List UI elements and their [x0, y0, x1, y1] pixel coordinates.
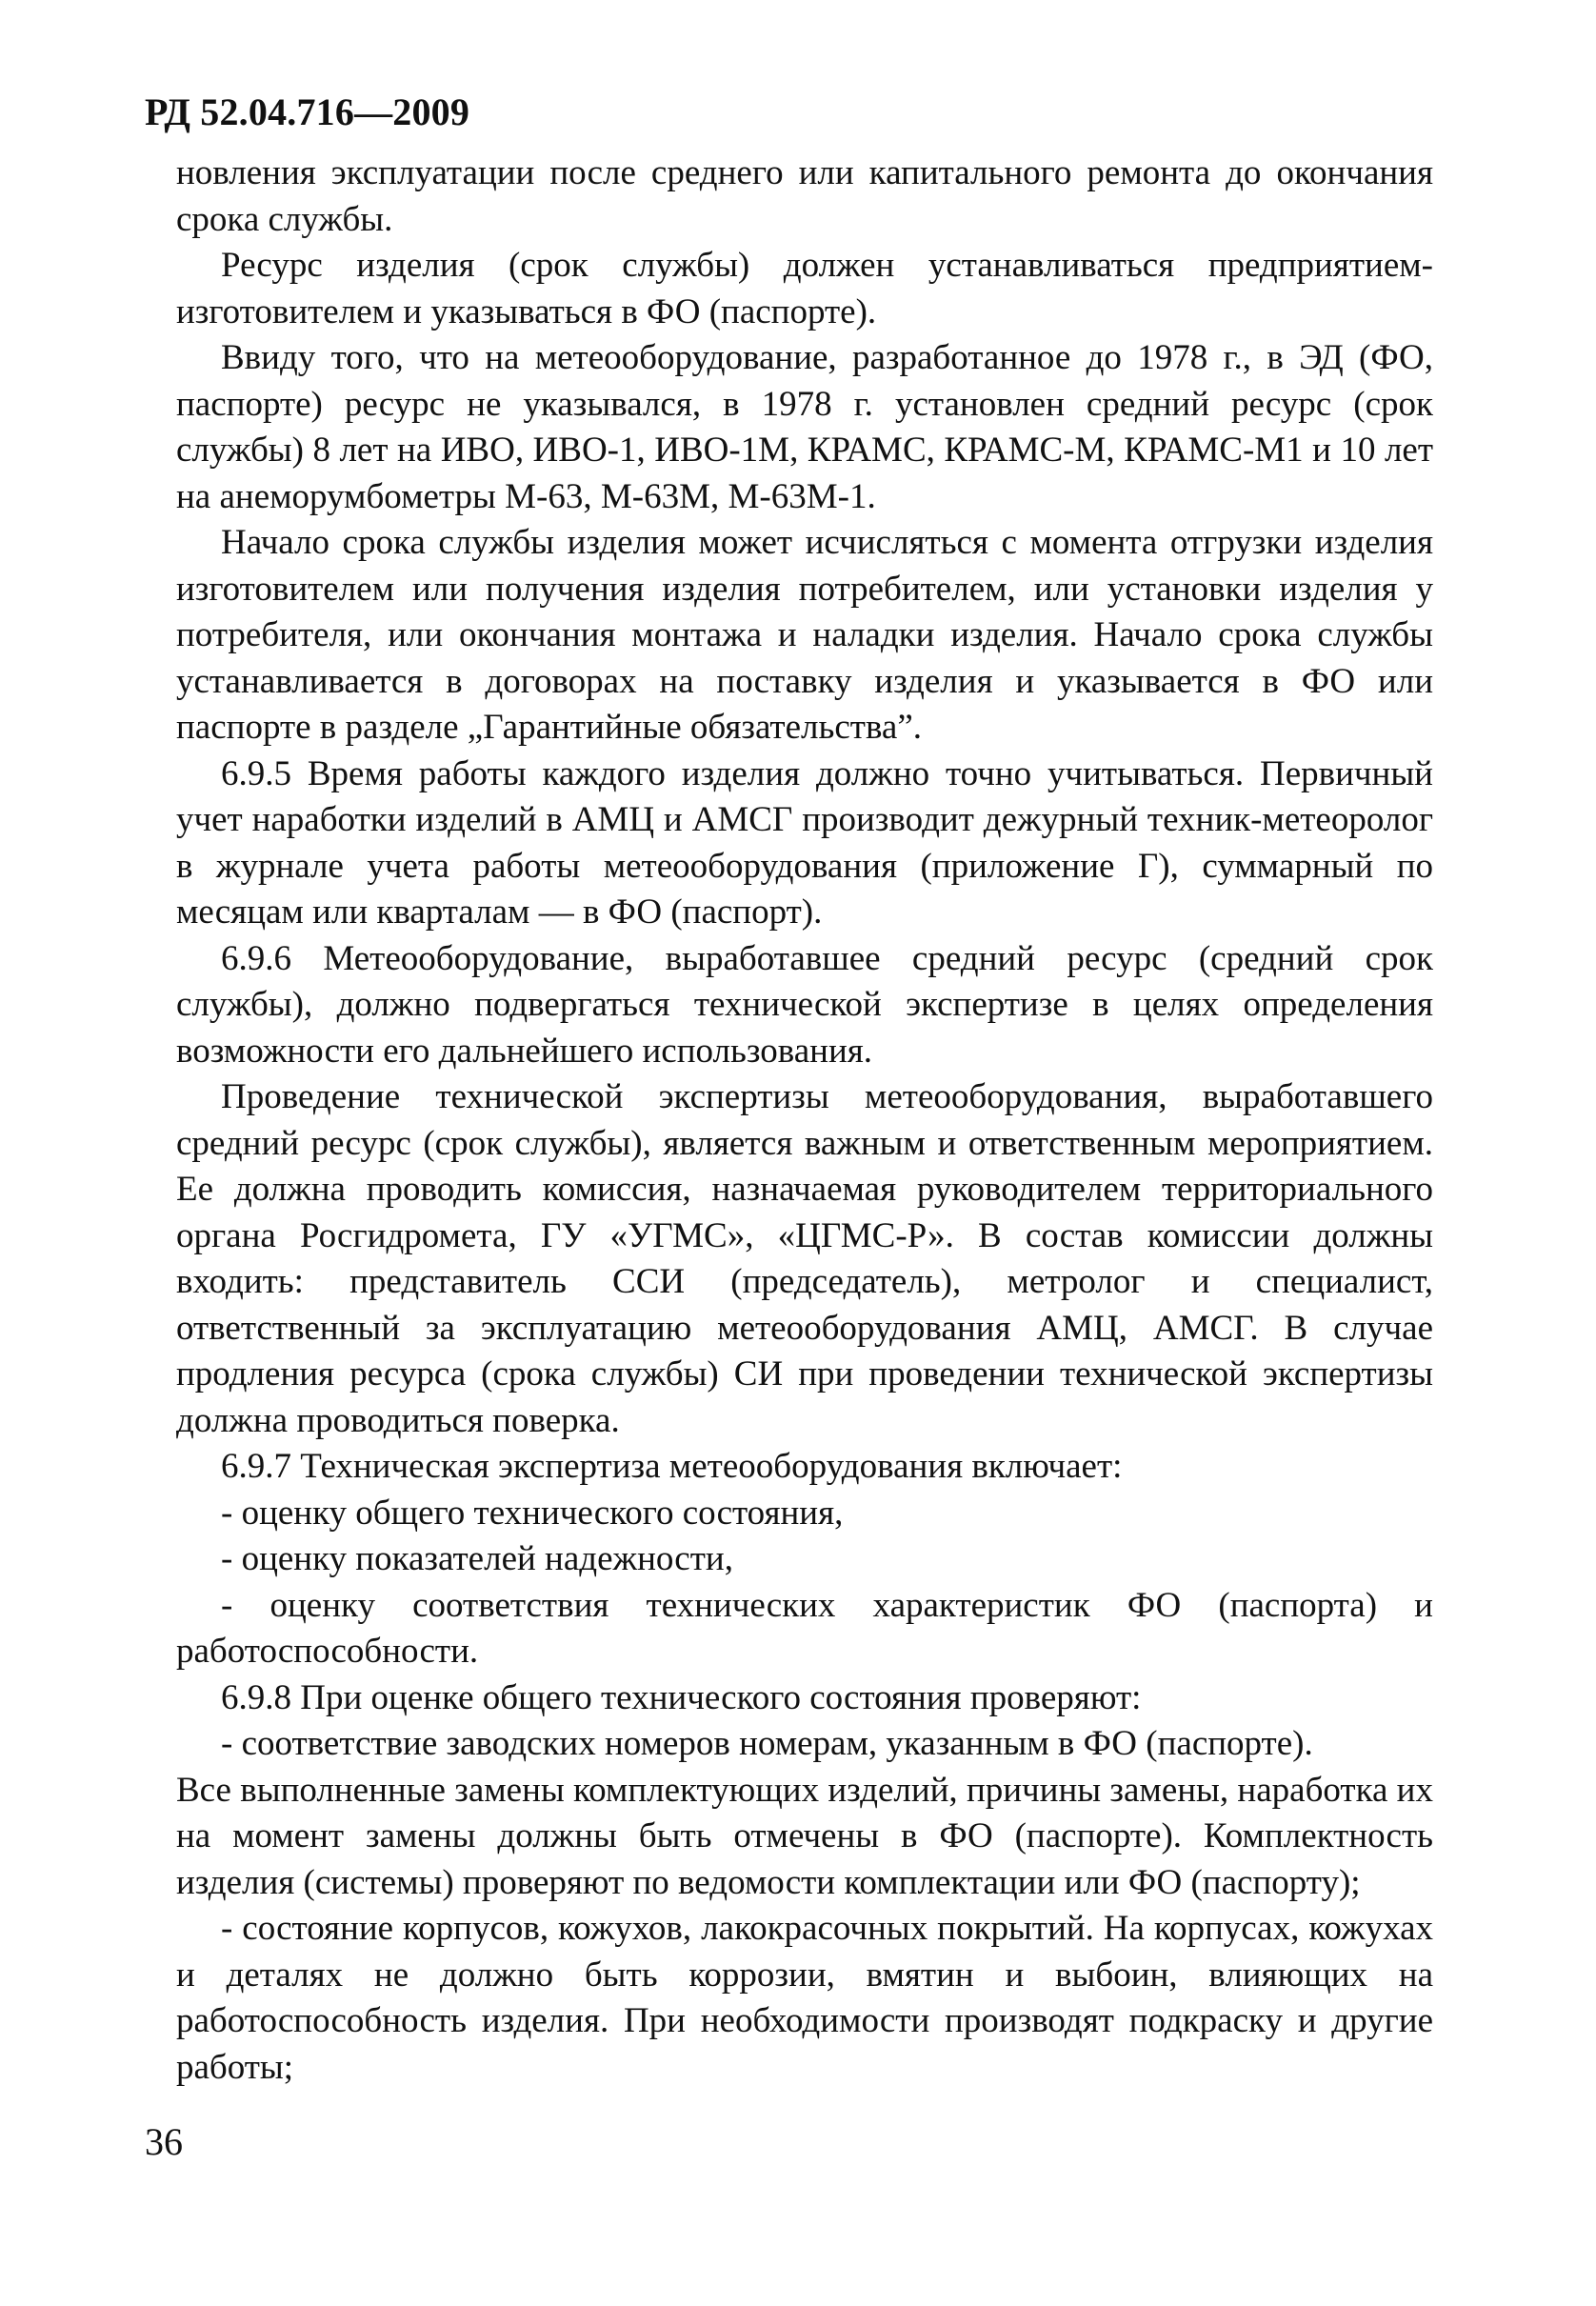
- body-text: [176, 150, 1433, 2091]
- paragraph-service-start: Начало срока службы изделия может исчисляться с момента отгрузки изделия изготовителем или получения изделия потребителем, или установки изделия у потребителя, или окончания монтажа и наладки изделия. Начало срока службы устанавливается в договорах на поставку изделия и указывается в ФО или паспорте в разделе „Гарантийные обязательства”.: [176, 523, 1433, 747]
- paragraph-resource-1978: Ввиду того, что на метеооборудование, разработанное до 1978 г., в ЭД (ФО, паспорте) ресурс не указывался, в 1978 г. установлен средний ресурс (срок службы) 8 лет на ИВО, ИВО-1, ИВО-1М, КРАМС, КРАМС-М, КРАМС-М1 и 10 лет на анеморумбометры М-63, М-63М, М-63М-1.: [176, 338, 1433, 516]
- list-item-general-state: - оценку общего технического состояния,: [221, 1493, 844, 1533]
- list-item-compliance: - оценку соответствия технических характеристик ФО (паспорта) и работоспособности.: [176, 1585, 1433, 1671]
- paragraph-expertise-commission: Проведение технической экспертизы метеооборудования, выработавшего средний ресурс (срок службы), является важным и ответственным мероприятием. Ее должна проводить комиссия, назначаемая руководителем территориального органа Росгидромета, ГУ «УГМС», «ЦГМС-Р». В состав комиссии должны входить: представитель ССИ (председатель), метролог и специалист, ответственный за эксплуатацию метеооборудования АМЦ, АМСГ. В случае продления ресурса (срока службы) СИ при проведении технической экспертизы должна проводиться поверка.: [176, 1077, 1433, 1440]
- document-code-header: РД 52.04.716—2009: [145, 90, 470, 133]
- paragraph-6-9-8: 6.9.8 При оценке общего технического состояния проверяют:: [221, 1677, 1142, 1717]
- list-item-reliability: - оценку показателей надежности,: [221, 1539, 733, 1578]
- paragraph-replacements: Все выполненные замены комплектующих изделий, причины замены, наработка их на момент замены должны быть отмечены в ФО (паспорте). Комплектность изделия (системы) проверяют по ведомости комплектации или ФО (паспорту);: [176, 1770, 1433, 1902]
- list-item-serial-numbers: - соответствие заводских номеров номерам, указанным в ФО (паспорте).: [221, 1724, 1313, 1763]
- paragraph-resource-manufacturer: Ресурс изделия (срок службы) должен устанавливаться предприятием-изготовителем и указываться в ФО (паспорте).: [176, 246, 1433, 331]
- list-item-housings: - состояние корпусов, кожухов, лакокрасочных покрытий. На корпусах, кожухах и деталях не должно быть коррозии, вмятин и выбоин, влияющих на работоспособность изделия. При необходимости производят подкраску и другие работы;: [176, 1909, 1433, 2087]
- paragraph-6-9-7: 6.9.7 Техническая экспертиза метеооборудования включает:: [221, 1447, 1123, 1486]
- paragraph-6-9-5: 6.9.5 Время работы каждого изделия должно точно учитываться. Первичный учет наработки изделий в АМЦ и АМСГ производит дежурный техник-метеоролог в журнале учета работы метеооборудования (приложение Г), суммарный по месяцам или кварталам — в ФО (паспорт).: [176, 753, 1433, 932]
- page-number: 36: [145, 2120, 183, 2163]
- paragraph-6-9-6: 6.9.6 Метеооборудование, выработавшее средний ресурс (средний срок службы), должно подвергаться технической экспертизе в целях определения возможности его дальнейшего использования.: [176, 938, 1433, 1071]
- paragraph-continuation: новления эксплуатации после среднего или капитального ремонта до окончания срока службы.: [176, 153, 1433, 239]
